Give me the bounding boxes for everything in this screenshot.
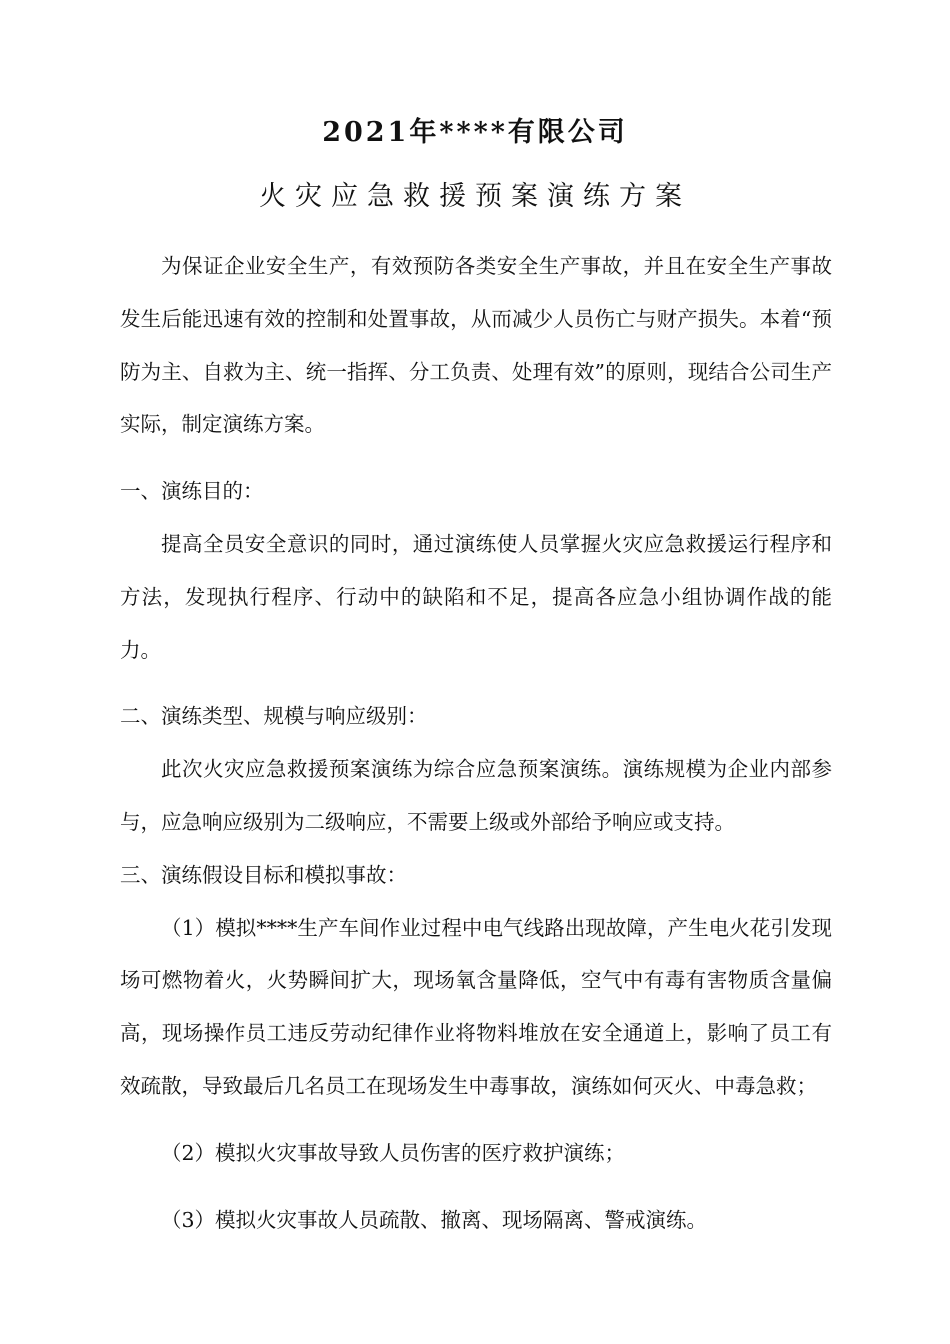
section2-content: 此次火灾应急救援预案演练为综合应急预案演练。演练规模为企业内部参与，应急响应级别为二级响应，不需要上级或外部给予响应或支持。 xyxy=(120,757,832,834)
section1-heading: 一、演练目的： xyxy=(120,479,264,504)
section2-heading: 二、演练类型、规模与响应级别： xyxy=(120,704,428,729)
section3-heading: 三、演练假设目标和模拟事故： xyxy=(120,862,407,887)
section3-item-3: （3）模拟火灾事故人员疏散、撤离、现场隔离、警戒演练。 xyxy=(161,1207,708,1232)
document-body xyxy=(120,240,832,1246)
document-title-line1: 2021年****有限公司 xyxy=(322,117,628,148)
section3-item-2: （2）模拟火灾事故导致人员伤害的医疗救护演练； xyxy=(161,1140,626,1165)
document-title-line2: 火灾应急救援预案演练方案 xyxy=(259,181,691,212)
section3-item-1: （1）模拟****生产车间作业过程中电气线路出现故障，产生电火花引发现场可燃物着火，火势瞬间扩大，现场氧含量降低，空气中有毒有害物质含量偏高，现场操作员工违反劳动纪律作业将物料堆放在安全通道上，影响了员工有效疏散，导致最后几名员工在现场发生中毒事故，演练如何灭火、中毒急救； xyxy=(120,915,832,1098)
intro-paragraph: 为保证企业安全生产，有效预防各类安全生产事故，并且在安全生产事故发生后能迅速有效的控制和处置事故，从而减少人员伤亡与财产损失。本着“预防为主、自救为主、统一指挥、分工负责、处理有效”的原则，现结合公司生产实际，制定演练方案。 xyxy=(120,254,832,437)
section1-content: 提高全员安全意识的同时，通过演练使人员掌握火灾应急救援运行程序和方法，发现执行程序、行动中的缺陷和不足，提高各应急小组协调作战的能力。 xyxy=(120,531,832,662)
